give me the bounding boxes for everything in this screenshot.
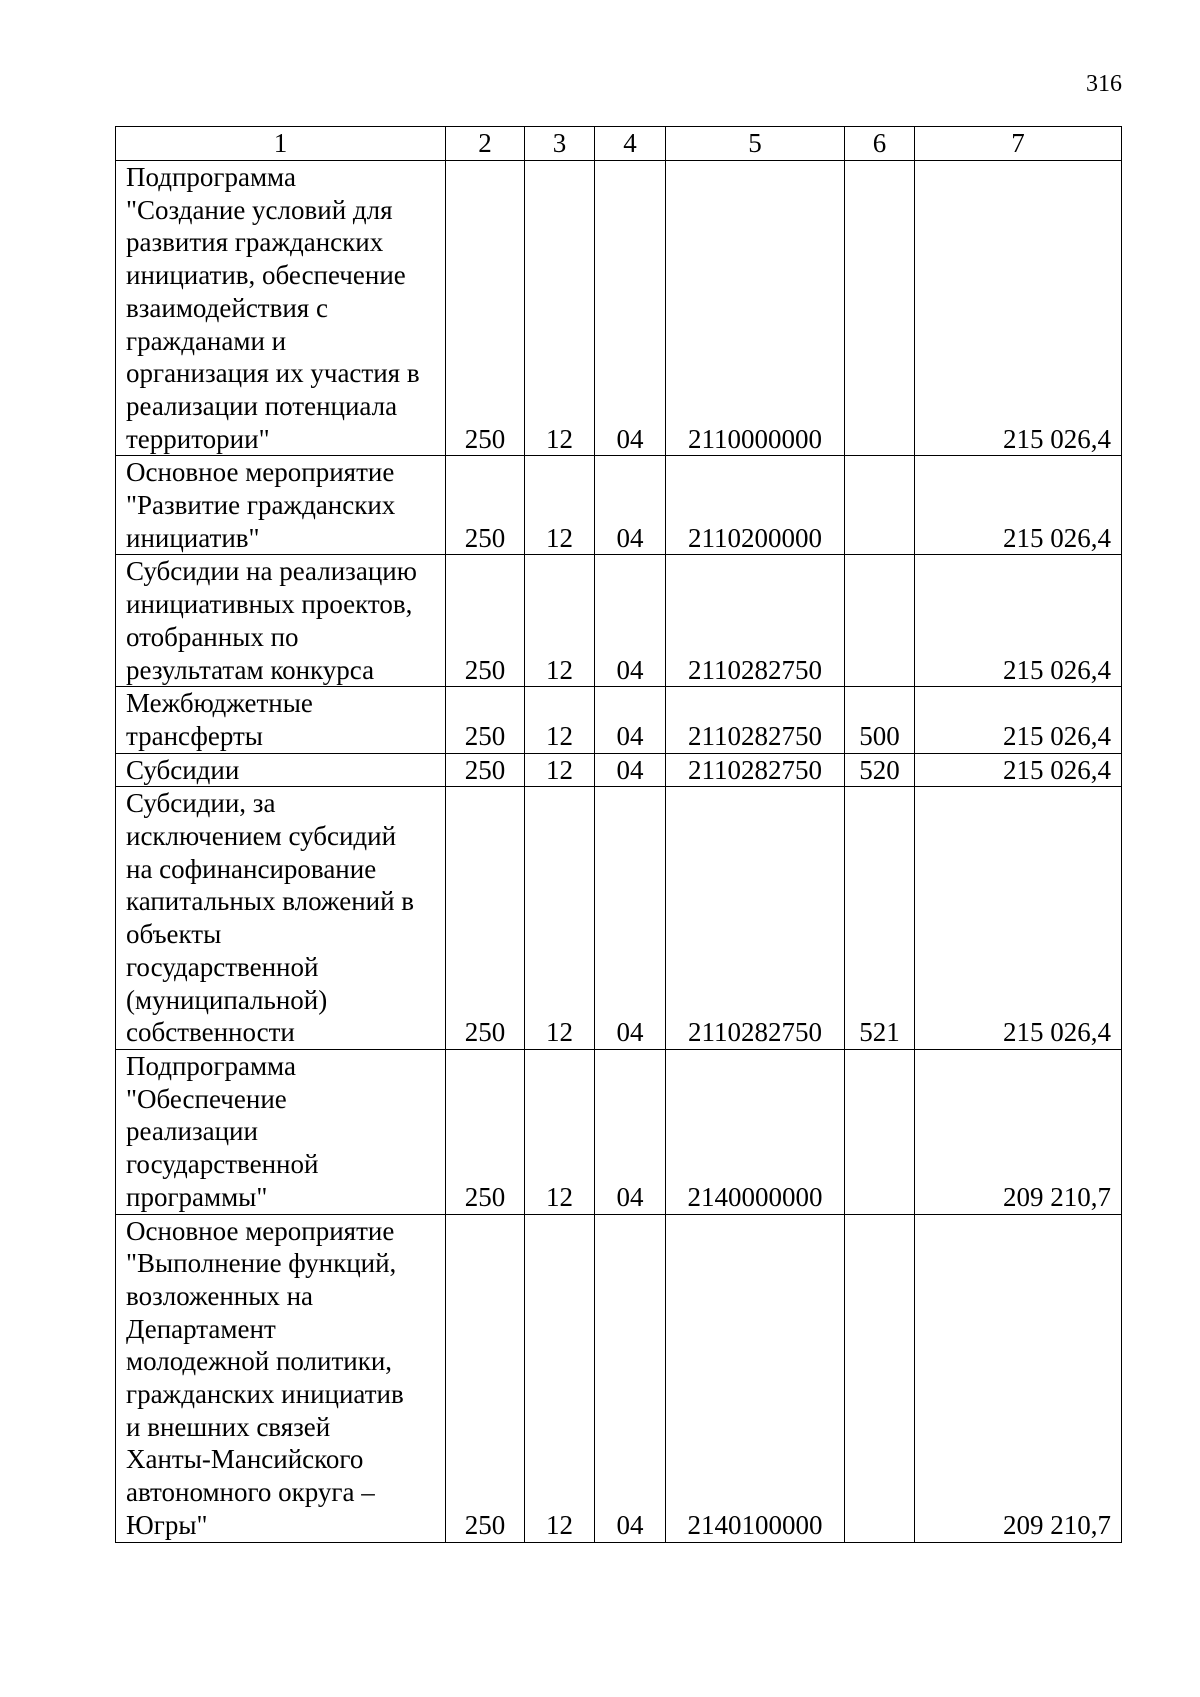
row-name-line: Основное мероприятие [126, 457, 395, 488]
row-name-line: возложенных на [126, 1280, 314, 1311]
row-name-line: исключением субсидий [126, 821, 397, 852]
column-header-6: 6 [845, 127, 915, 161]
table-row [116, 787, 1122, 1050]
row-col7-cell: 215 026,4 [915, 555, 1122, 687]
row-name-line: программы" [126, 1181, 268, 1212]
column-header-7: 7 [915, 127, 1122, 161]
row-name-line: (муниципальной) [126, 984, 328, 1015]
row-col4-cell: 04 [595, 687, 666, 753]
row-col4-cell: 04 [595, 1214, 666, 1542]
row-name-line: инициатив" [126, 522, 260, 553]
table-row [116, 456, 1122, 555]
row-col2-cell: 250 [446, 456, 525, 555]
row-name-line: организация их участия в [126, 358, 420, 389]
row-name-cell [116, 456, 446, 555]
row-col7-cell: 215 026,4 [915, 456, 1122, 555]
row-name-line: на софинансирование [126, 853, 377, 884]
row-col2-cell: 250 [446, 787, 525, 1050]
row-name-cell [116, 555, 446, 687]
row-col5-cell: 2110000000 [666, 161, 845, 456]
table-row [116, 161, 1122, 456]
row-name-line: Субсидии [126, 754, 240, 785]
row-col3-cell: 12 [525, 555, 595, 687]
row-name-line: территории" [126, 423, 270, 454]
row-col7-cell: 215 026,4 [915, 687, 1122, 753]
row-col5-cell: 2140000000 [666, 1049, 845, 1214]
row-col3-cell: 12 [525, 161, 595, 456]
row-name-cell [116, 787, 446, 1050]
row-col6-cell: 500 [845, 687, 915, 753]
row-name-cell [116, 1214, 446, 1542]
row-name-line: гражданских инициатив [126, 1379, 404, 1410]
row-col3-cell: 12 [525, 787, 595, 1050]
table-row [116, 753, 1122, 787]
row-name-line: Межбюджетные [126, 688, 313, 719]
row-col6-cell [845, 456, 915, 555]
row-col4-cell: 04 [595, 161, 666, 456]
row-col6-cell [845, 555, 915, 687]
column-header-2: 2 [446, 127, 525, 161]
table-header-row [116, 127, 1122, 161]
row-name-line: гражданами и [126, 325, 287, 356]
row-col2-cell: 250 [446, 161, 525, 456]
row-name-line: Подпрограмма [126, 162, 296, 192]
row-name-line: автономного округа – [126, 1477, 375, 1508]
row-col7-cell: 215 026,4 [915, 753, 1122, 787]
row-col4-cell: 04 [595, 787, 666, 1050]
row-col3-cell: 12 [525, 1214, 595, 1542]
table-row [116, 1214, 1122, 1542]
row-col7-cell: 209 210,7 [915, 1214, 1122, 1542]
row-col3-cell: 12 [525, 687, 595, 753]
row-name-line: Основное мероприятие [126, 1215, 395, 1246]
row-name-line: и внешних связей [126, 1411, 331, 1442]
row-name-line: собственности [126, 1017, 295, 1048]
row-name-line: объекты [126, 919, 222, 950]
row-col4-cell: 04 [595, 753, 666, 787]
row-name-line: "Обеспечение [126, 1083, 287, 1114]
row-name-line: взаимодействия с [126, 292, 328, 323]
row-name-line: молодежной политики, [126, 1346, 393, 1377]
row-name-cell [116, 753, 446, 787]
row-col6-cell [845, 1049, 915, 1214]
row-col7-cell: 215 026,4 [915, 161, 1122, 456]
row-col2-cell: 250 [446, 687, 525, 753]
row-name-cell [116, 1049, 446, 1214]
row-name-line: Ханты-Мансийского [126, 1444, 364, 1475]
row-col2-cell: 250 [446, 753, 525, 787]
row-name-line: инициативных проектов, [126, 589, 413, 620]
row-col2-cell: 250 [446, 1049, 525, 1214]
row-col5-cell: 2110282750 [666, 753, 845, 787]
row-col7-cell: 209 210,7 [915, 1049, 1122, 1214]
row-name-line: Подпрограмма [126, 1050, 296, 1081]
row-col5-cell: 2110282750 [666, 787, 845, 1050]
row-col6-cell [845, 161, 915, 456]
row-col4-cell: 04 [595, 456, 666, 555]
row-col7-cell: 215 026,4 [915, 787, 1122, 1050]
table-row [116, 555, 1122, 687]
row-name-line: реализации [126, 1116, 258, 1147]
row-col2-cell: 250 [446, 1214, 525, 1542]
row-name-line: "Создание условий для [126, 194, 393, 225]
row-name-line: Югры" [126, 1509, 208, 1540]
column-header-3: 3 [525, 127, 595, 161]
row-col5-cell: 2110200000 [666, 456, 845, 555]
row-col4-cell: 04 [595, 1049, 666, 1214]
row-name-line: Субсидии, за [126, 788, 276, 819]
row-name-cell [116, 687, 446, 753]
row-col2-cell: 250 [446, 555, 525, 687]
column-header-5: 5 [666, 127, 845, 161]
row-name-line: трансферты [126, 720, 263, 751]
row-col5-cell: 2140100000 [666, 1214, 845, 1542]
row-name-line: Субсидии на реализацию [126, 556, 417, 587]
row-name-line: инициатив, обеспечение [126, 260, 406, 291]
page-number: 316 [1086, 71, 1122, 97]
row-name-line: государственной [126, 951, 319, 982]
row-name-line: Департамент [126, 1313, 276, 1344]
row-name-line: развития гражданских [126, 227, 384, 258]
row-col6-cell [845, 1214, 915, 1542]
row-name-line: реализации потенциала [126, 390, 398, 421]
row-name-line: результатам конкурса [126, 654, 375, 685]
row-col4-cell: 04 [595, 555, 666, 687]
row-col5-cell: 2110282750 [666, 555, 845, 687]
row-col3-cell: 12 [525, 1049, 595, 1214]
column-header-1: 1 [116, 127, 446, 161]
row-name-line: "Выполнение функций, [126, 1248, 397, 1279]
row-name-line: государственной [126, 1149, 319, 1180]
table-row [116, 687, 1122, 753]
row-name-line: капитальных вложений в [126, 886, 415, 917]
row-col6-cell: 520 [845, 753, 915, 787]
row-col6-cell: 521 [845, 787, 915, 1050]
row-col3-cell: 12 [525, 456, 595, 555]
row-col3-cell: 12 [525, 753, 595, 787]
table-row [116, 1049, 1122, 1214]
budget-table [115, 126, 1122, 1543]
row-name-line: "Развитие гражданских [126, 490, 396, 521]
row-name-cell [116, 161, 446, 456]
row-name-line: отобранных по [126, 621, 299, 652]
row-col5-cell: 2110282750 [666, 687, 845, 753]
column-header-4: 4 [595, 127, 666, 161]
